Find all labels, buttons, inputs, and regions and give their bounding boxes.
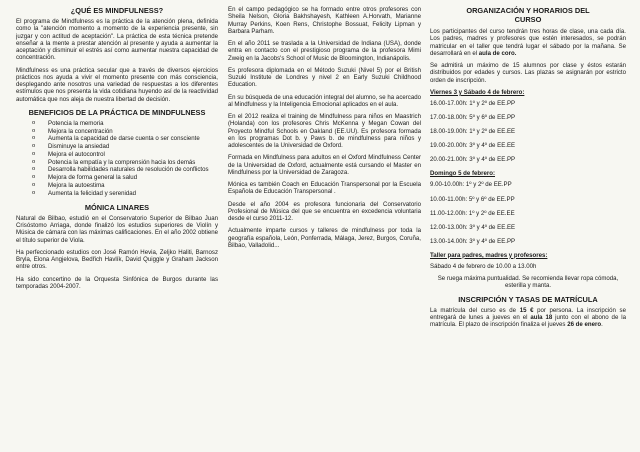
- list-item: o Mejora de forma general la salud: [16, 174, 218, 181]
- heading-benefits: BENEFICIOS DE LA PRÁCTICA DE MINDFULNESS: [28, 107, 206, 117]
- schedule-item: 19.00-20.00h: 3º y 4º de EE.EE: [430, 142, 516, 150]
- heading-organization-line1: ORGANIZACIÓN Y HORARIOS DEL: [466, 6, 590, 15]
- heading-monica-linares: MÓNICA LINARES: [84, 202, 150, 212]
- paragraph-bio-11: Desde el año 2004 es profesora funcionaria del Conservatorio Profesional de Música del que se encuentra en excedencia voluntaria desde el curso 2011-12.: [228, 200, 421, 222]
- list-item: o Aumenta la capacidad de darse cuenta o ser consciente: [16, 135, 218, 142]
- paragraph-bio-8: En el 2012 realiza el training de Mindfulness para niños en Maastrich (Holanda) con los profesores Chris McKenna y Megan Cowan del Proyecto Mindful Schools en Oakland (EE.UU). Es profesora formada en los programas Dot b. y Paws b. de mindfulness para niños y adolescentes de la Universidad de Oxford.: [228, 113, 421, 149]
- schedule-heading-sunday: Domingo 5 de febrero:: [430, 170, 496, 178]
- list-item: o Mejora la autoestima: [16, 182, 218, 189]
- paragraph-bio-4: En el campo pedagógico se ha formado entre otros profesores con Sheila Nelson, Gloria Bakhshayesh, Kathleen A.Horvath, Marianne Murray Perkins, Koen Rens, Christophe Bossuat, Felicity Lipman y Barbara Parham.: [228, 6, 421, 35]
- heading-registration: INSCRIPCIÓN Y TASAS DE MATRÍCULA: [458, 294, 598, 304]
- schedule-item: 11.00-12.00h: 1º y 2º de EE.EE: [430, 209, 515, 217]
- benefits-list: [16, 120, 218, 197]
- schedule-item: 16.00-17.00h: 1º y 2º de EE.PP: [430, 100, 516, 107]
- paragraph-bio-6: Es profesora diplomada en el Método Suzuki (Nivel 5) por el British Suzuki Institute de Londres y nivel 2 en Early Suzuki Childhood Education.: [228, 66, 421, 89]
- organization-text: Los participantes del curso tendrán tres horas de clase, una cada día. Los padres, madres y profesores que estén interesados, se podrán matricular en el taller que tendrá lugar el sábado por la mañana. Se desarrollará en el: [430, 28, 626, 57]
- schedule-item: 13.00-14.00h: 3º y 4º de EE.PP: [430, 237, 516, 245]
- paragraph-registration: [430, 307, 626, 329]
- registration-text-2: por persona. La inscripción se entregará de lunes a jueves en el: [430, 306, 626, 321]
- schedule-heading-fri-sat: Viernes 3 y Sábado 4 de febrero:: [430, 88, 525, 96]
- schedule-list-sunday: [430, 181, 626, 244]
- schedule-item: 12.00-13.00h: 3º y 4º de EE.EE: [430, 223, 516, 231]
- registration-deadline: 26 de enero: [567, 321, 602, 329]
- schedule-item: 17.00-18.00h: 5º y 6º de EE.PP: [430, 114, 516, 122]
- paragraph-bio-5: En el año 2011 se traslada a la Universidad de Indiana (USA), donde entra en contacto con el prestigioso programa de la profesora Mimi Zweig en la Jacobs's School of Music de Bloomington, Indianápolis.: [228, 40, 421, 62]
- paragraph-practice: Mindfulness es una práctica secular que a través de diversos ejercicios prácticos nos ayuda a vivir el momento presente con más consciencia, desplegando ante nosotros una variedad de respuestas a los diferentes estímulos que nos presenta la vida cotidiana huyendo así de la reactividad automática que nos aleja de nuestra libertad de decisión.: [16, 66, 218, 103]
- heading-what-is-mindfulness: ¿QUÉ ES MINDFULNESS?: [70, 6, 164, 15]
- workshop-heading: Taller para padres, madres y profesores:: [430, 251, 548, 259]
- schedule-item: 18.00-19.00h: 1º y 2º de EE.EE: [430, 128, 516, 136]
- heading-organization: [430, 6, 626, 24]
- list-item: o Mejora la concentración: [16, 128, 218, 135]
- paragraph-bio-1: Natural de Bilbao, estudió en el Conservatorio Superior de Bilbao Juan Crisóstomo Arriaga, donde finalizó los estudios superiores de Violín y Música de cámara con las máximas calificaciones. En el año 2002 obtiene el título superior de Viola.: [16, 214, 218, 244]
- column-left: [16, 6, 218, 448]
- workshop-time: Sábado 4 de febrero de 10.00 a 13.00h: [430, 262, 537, 270]
- list-item: o Aumenta la felicidad y serenidad: [16, 190, 218, 197]
- list-item: o Potencia la empatía y la comprensión hacia los demás: [16, 159, 218, 166]
- paragraph-capacity: Se admitirá un máximo de 15 alumnos por clase y éstos estarán distribuidos por edades y cursos. Las plazas se asignarán por estricto orden de inscripción.: [430, 62, 626, 84]
- list-item: o Desarrolla habilidades naturales de resolución de conflictos: [16, 166, 218, 173]
- list-item: o Mejora el autocontrol: [16, 151, 218, 158]
- column-middle: [228, 6, 421, 448]
- heading-organization-line2: CURSO: [514, 15, 542, 24]
- paragraph-bio-10: Mónica es también Coach en Educación Transpersonal por la Escuela Española de Educación Transpersonal .: [228, 181, 421, 196]
- paragraph-organization: [430, 28, 626, 57]
- paragraph-bio-12: Actualmente imparte cursos y talleres de mindfulness por toda la geografía española, León, Ponferrada, Málaga, Jerez, Burgos, Coruña, Bilbao, Valladolid...: [228, 227, 421, 249]
- paragraph-bio-7: En su búsqueda de una educación integral del alumno, se ha acercado al Mindfulness y la Inteligencia Emocional aplicados en el aula.: [228, 93, 421, 108]
- registration-text-1: La matrícula del curso es de: [430, 306, 517, 314]
- schedule-item: 9.00-10.00h: 1º y 2º de EE.PP: [430, 181, 512, 189]
- registration-room: aula 18: [530, 313, 553, 321]
- schedule-item: 10.00-11.00h: 5º y 6º de EE.PP: [430, 195, 515, 203]
- paragraph-definition: El programa de Mindfulness es la práctica de la atención plena, definida como la "atención momento a momento de la experiencia presente, sin juzgar y con actitud de aceptación". La práctica de esta técnica pretende enseñar a la mente a prestar atención al presente y ayuda a aumentar la aceptación y disminuir el estrés así como aumentar nuestra capacidad de concentración.: [16, 18, 218, 62]
- paragraph-bio-2: Ha perfeccionado estudios con José Ramón Hevia, Zeljko Haliti, Barnosz Bryla, Elona Angjelova, Bedřich Havlík, David Quiggle y Graham Jackson entre otros.: [16, 248, 218, 271]
- registration-text-4: .: [601, 321, 603, 329]
- column-right: [430, 6, 626, 448]
- paragraph-punctuality: Se ruega máxima puntualidad. Se recomienda llevar ropa cómoda, esterilla y manta.: [437, 275, 619, 290]
- registration-fee: 15 €: [519, 306, 534, 314]
- registration-text-3: junto con el abono de la matrícula. El plazo de inscripción finaliza el jueves: [430, 313, 626, 329]
- schedule-list-fri-sat: [430, 100, 626, 163]
- list-item: o Potencia la memoria: [16, 120, 218, 127]
- paragraph-bio-9: Formada en Mindfulness para adultos en el Oxford Mindfulness Center de la Universidad de Oxford, actualmente está cursando el Master en Mindfulness por la Universidad de Zaragoza.: [228, 154, 421, 176]
- list-item: o Disminuye la ansiedad: [16, 143, 218, 150]
- venue: aula de coro.: [478, 49, 517, 57]
- paragraph-bio-3: Ha sido concertino de la Orquesta Sinfónica de Burgos durante las temporadas 2004-2007.: [16, 275, 218, 290]
- schedule-item: 20.00-21.00h: 3º y 4º de EE.PP: [430, 156, 516, 164]
